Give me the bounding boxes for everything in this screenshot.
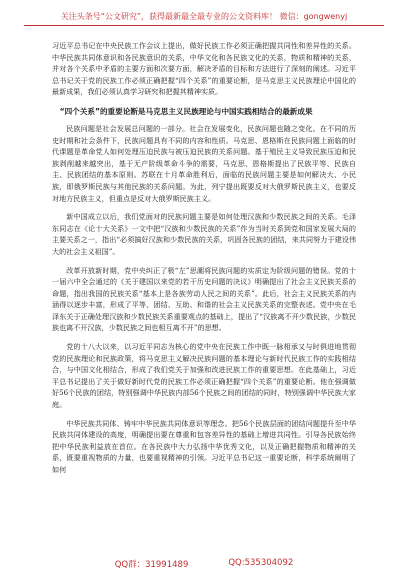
top-banner (0, 0, 408, 36)
paragraph-5: 党的十八大以来，以习近平同志为核心的党中央在民族工作中既一脉相承又与时俱进地贯彻党的民族理论和民族政策，将马克思主义解决民族问题的基本理论与新时代民族工作的实践相结合，与中国文化相结合，形成了我们党关于加强和改进民族工作的重要思想。在此基础上，习近平总书记提出了关于做好新时代党的民族工作必须正确把握“四个关系”的重要论断。他在强调做好56个民族的团结，特别强调中华民族内部56个民族之间的团结的同时，特别强调中华民族大家庭。 (52, 342, 356, 410)
qq-group-text: QQ群：31991489 (114, 560, 189, 570)
paragraph-4: 改革开放新时期，党中央纠正了极“左”思潮将民族问题的实质定为阶级问题的错误。党的十一届六中全会通过的《关于建国以来党的若干历史问题的决议》明确提出了社会主义民族关系的命题，指出我国的民族关系“基本上是各族劳动人民之间的关系”。此后，社会主义民族关系的内涵得以逐步丰富，形成了平等、团结、互助、和谐的社会主义民族关系的完整表述。党中央在毛泽东关于正确处理汉族和少数民族关系重要观点的基础上，提出了“汉族离不开少数民族，少数民族也离不开汉族，少数民族之间也相互离不开”的思想。 (52, 265, 356, 333)
paragraph-6: 中华民族共同体、铸牢中华民族共同体意识等理念。把56个民族层面的团结问题提升至中华民族共同体建设的高度，明确提出要在尊重和包容差异性的基础上增进共同性。引导各民族始终把中华民族利益放在首位。在各民族中大力弘扬中华优秀文化，以及正确把握物质和精神的关系，既要重视物质的力量，也要重视精神的引领。习近平总书记这一重要论断，科学系统阐明了如何 (52, 418, 356, 474)
paragraph-2: 民族问题是社会发展总问题的一部分。社会在发展变化，民族问题也随之变化。在不同的历史时期和社会条件下，民族问题具有不同的内容和性质。马克思、恩格斯在民族问题上面临的时代课题是革命党人如何处理压迫民族与被压迫民族的关系问题。基于殖民主义导致民族压迫和民族剥削越来越突出，基于无产阶级革命斗争的需要，马克思、恩格斯提出了民族平等、民族自主、民族团结的基本原则。苏联在十月革命胜利后，面临的民族问题主要是如何解决大、小民族，即俄罗斯民族与其他民族的关系问题。为此，列宁提出既要反对大俄罗斯民族主义，也要反对地方民族主义，但重点是反对大俄罗斯民族主义。 (52, 123, 356, 203)
paragraph-intro: 习近平总书记在中央民族工作会议上提出，做好民族工作必须正确把握共同性和差异性的关系。中华民族共同体意识和各民族意识的关系，中华文化和各民族文化的关系，物质和精神的关系，并对各个关系中矛盾的主要方面和次要方面，解决矛盾的目标和方法进行了深刻的阐述。习近平总书记关于党的民族工作必须正确把握“四个关系”的重要论断，是马克思主义民族理论中国化的最新成果，我们必须认真学习研究和把握其精神实质。 (52, 41, 356, 97)
section-heading: “四个关系”的重要论断是马克思主义民族理论与中国实践相结合的最新成果 (59, 106, 313, 116)
page-footer (0, 558, 408, 572)
banner-text: 关注头条号“公文研究”，获得最新最全最专业的公文资料库！ 微信：gongwenyj (24, 11, 384, 26)
paragraph-3: 新中国成立以后，我们党面对的民族问题主要是如何处理汉族和少数民族之间的关系。毛泽东同志在《论十大关系》一文中把“汉族和少数民族的关系”作为当时关系到党和国家发展大局的主要关系之一，指出“必须搞好汉族和少数民族的关系，巩固各民族的团结，来共同努力于建设伟大的社会主义祖国”。 (52, 212, 356, 256)
article-body (52, 40, 356, 552)
qq-number-text: QQ:535304092 (228, 558, 294, 568)
